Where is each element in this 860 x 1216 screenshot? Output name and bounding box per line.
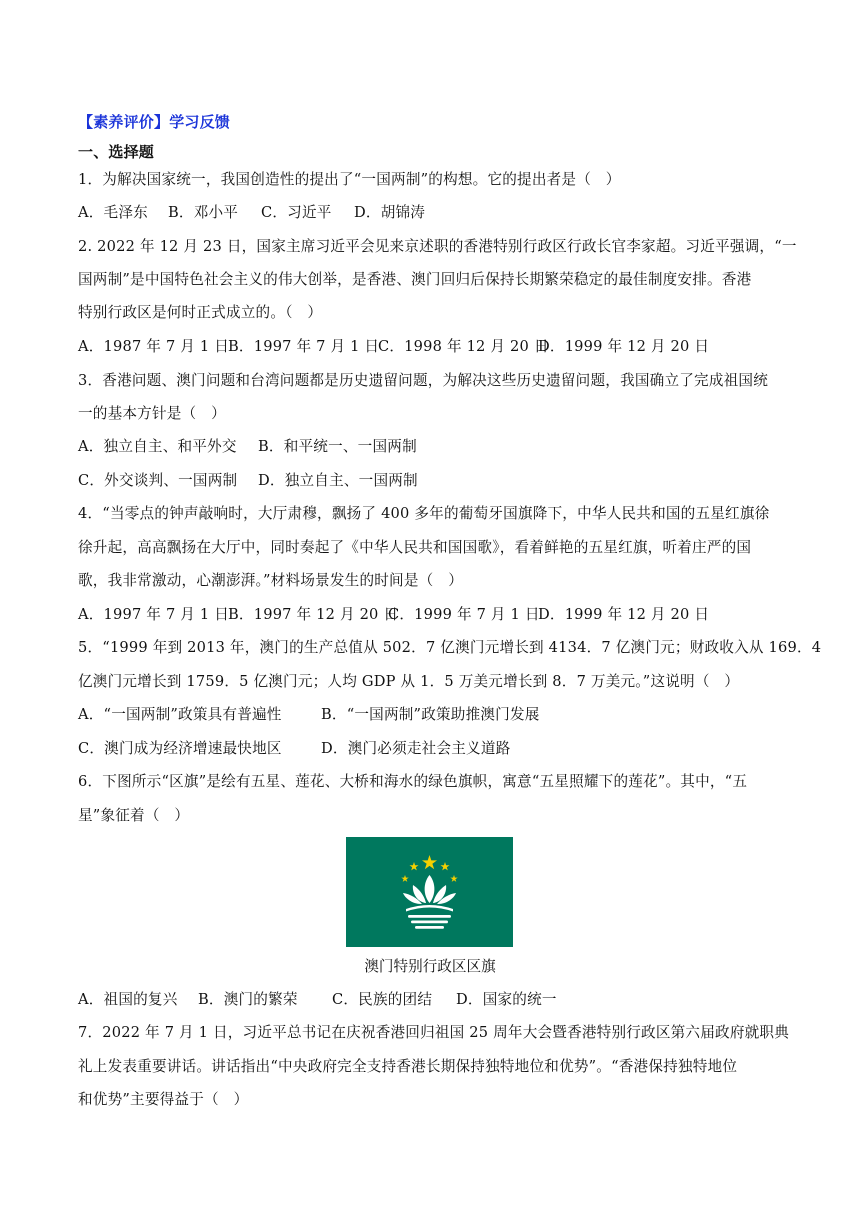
q2-option-c: C．1998 年 12 月 20 日: [378, 338, 549, 355]
section-heading: [78, 112, 798, 132]
q2-options: [78, 337, 798, 357]
q6-option-d: D．国家的统一: [456, 991, 557, 1008]
q7-line-3: 和优势”主要得益于（ ）: [78, 1091, 249, 1108]
q5-options-row-2: [78, 739, 798, 759]
q3-options-row-2: [78, 471, 798, 491]
q5-options-row-1: [78, 705, 798, 725]
q3-option-d: D．独立自主、一国两制: [258, 472, 418, 489]
q4-option-d: D．1999 年 12 月 20 日: [538, 606, 710, 623]
q6-line-1: 6．下图所示“区旗”是绘有五星、莲花、大桥和海水的绿色旗帜，寓意“五星照耀下的莲花”。其中，“五: [78, 773, 748, 790]
q6-option-a: A．祖国的复兴: [78, 991, 178, 1008]
q6-option-b: B．澳门的繁荣: [198, 991, 298, 1008]
q3-line-2: 一的基本方针是（ ）: [78, 405, 226, 422]
q4-option-b: B．1997 年 12 月 20 日: [228, 606, 399, 623]
q7-line-2: 礼上发表重要讲话。讲话指出“中央政府完全支持香港长期保持独特地位和优势”。“香港保持独特地位: [78, 1058, 738, 1075]
figure-caption: 澳门特别行政区区旗: [364, 958, 496, 975]
q3-option-c: C．外交谈判、一国两制: [78, 472, 238, 489]
q3-options-row-1: [78, 437, 798, 457]
q3-line-1: 3．香港问题、澳门问题和台湾问题都是历史遗留问题，为解决这些历史遗留问题，我国确立了完成祖国统: [78, 372, 769, 389]
section-tag: 【素养评价】: [78, 113, 170, 131]
lotus-flag-icon: [346, 837, 513, 947]
q4-option-c: C．1999 年 7 月 1 日: [388, 606, 540, 623]
q5-option-b: B．“一国两制”政策助推澳门发展: [321, 706, 540, 723]
q2-line-2: 国两制”是中国特色社会主义的伟大创举，是香港、澳门回归后保持长期繁荣稳定的最佳制度安排。香港: [78, 271, 752, 288]
q5-option-a: A．“一国两制”政策具有普遍性: [78, 706, 282, 723]
q2-option-d: D．1999 年 12 月 20 日: [538, 338, 710, 355]
q4-line-1: 4．“当零点的钟声敲响时，大厅肃穆，飘扬了 400 多年的葡萄牙国旗降下，中华人民共和国的五星红旗徐: [78, 505, 770, 522]
q4-line-3: 歌，我非常激动，心潮澎湃。”材料场景发生的时间是（ ）: [78, 572, 464, 589]
q1-options: [78, 203, 798, 223]
q2-option-a: A．1987 年 7 月 1 日: [78, 338, 230, 355]
section-title: 学习反馈: [169, 113, 231, 131]
q5-option-c: C．澳门成为经济增速最快地区: [78, 740, 282, 757]
q1-line-1: 1．为解决国家统一，我国创造性的提出了“一国两制”的构想。它的提出者是（ ）: [78, 171, 621, 188]
q3-option-a: A．独立自主、和平外交: [78, 438, 237, 455]
q6-option-c: C．民族的团结: [332, 991, 433, 1008]
part-heading: 一、选择题: [78, 143, 155, 161]
q5-line-2: 亿澳门元增长到 1759．5 亿澳门元；人均 GDP 从 1．5 万美元增长到 8．7 万美元。”这说明（ ）: [78, 673, 740, 690]
q4-option-a: A．1997 年 7 月 1 日: [78, 606, 230, 623]
q1-option-b: B．邓小平: [168, 204, 239, 221]
q2-line-3: 特别行政区是何时正式成立的。（ ）: [78, 304, 323, 321]
q1-option-a: A．毛泽东: [78, 204, 148, 221]
q2-option-b: B．1997 年 7 月 1 日: [228, 338, 380, 355]
q5-option-d: D．澳门必须走社会主义道路: [321, 740, 511, 757]
q6-options: [78, 990, 798, 1010]
macau-flag-image: [346, 837, 513, 947]
q1-option-c: C．习近平: [261, 204, 332, 221]
q1-option-d: D．胡锦涛: [354, 204, 426, 221]
q6-line-2: 星”象征着（ ）: [78, 807, 190, 824]
q4-line-2: 徐升起，高高飘扬在大厅中，同时奏起了《中华人民共和国国歌》，看着鲜艳的五星红旗，听着庄严的国: [78, 539, 752, 556]
q7-line-1: 7．2022 年 7 月 1 日，习近平总书记在庆祝香港回归祖国 25 周年大会暨香港特别行政区第六届政府就职典: [78, 1024, 789, 1041]
q4-options: [78, 605, 798, 625]
q3-option-b: B．和平统一、一国两制: [258, 438, 417, 455]
q2-line-1: 2. 2022 年 12 月 23 日，国家主席习近平会见来京述职的香港特别行政区行政长官李家超。习近平强调，“一: [78, 238, 797, 255]
q5-line-1: 5．“1999 年到 2013 年，澳门的生产总值从 502．7 亿澳门元增长到 4134．7 亿澳门元；财政收入从 169．4: [78, 639, 822, 656]
